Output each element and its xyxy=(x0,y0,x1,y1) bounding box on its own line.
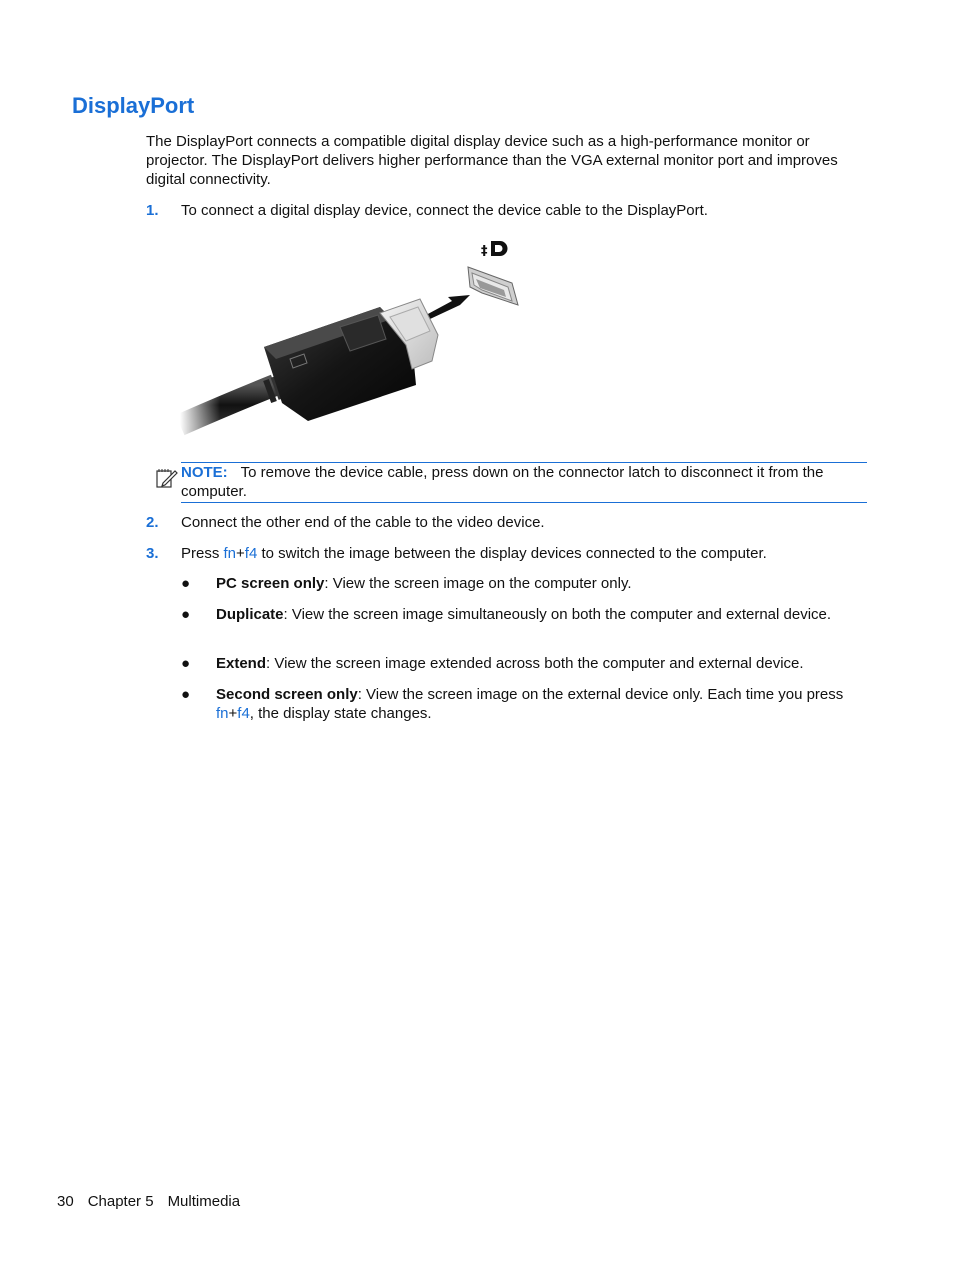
insert-arrow-icon xyxy=(426,295,470,319)
footer-section: Multimedia xyxy=(167,1193,241,1210)
step-3-prefix: Press xyxy=(181,545,224,562)
note-text-block xyxy=(181,463,861,501)
displayport-logo-icon xyxy=(481,241,508,259)
step-2-text: Connect the other end of the cable to the video device. xyxy=(181,514,545,531)
displayport-illustration xyxy=(180,235,530,460)
step-3-suffix: to switch the image between the display devices connected to the computer. xyxy=(257,545,767,562)
step-3-text xyxy=(181,544,871,563)
intro-paragraph: The DisplayPort connects a compatible digital display device such as a high-performance monitor or projector. The DisplayPort delivers higher performance than the VGA external monitor port and improves digital connectivity. xyxy=(146,133,838,188)
note-label: NOTE: xyxy=(181,464,228,481)
svg-text:‡: ‡ xyxy=(481,244,488,259)
page-number: 30 xyxy=(57,1193,74,1210)
bullet-desc: : View the screen image simultaneously on both the computer and external device. xyxy=(283,606,832,623)
note-body: To remove the device cable, press down on the connector latch to disconnect it from the computer. xyxy=(181,464,824,500)
bullet-desc: : View the screen image on the external device only. Each time you press xyxy=(357,686,844,703)
step-1-number: 1. xyxy=(146,202,159,219)
bullet-desc: : View the screen image extended across both the computer and external device. xyxy=(266,655,804,672)
step-1-text: To connect a digital display device, connect the device cable to the DisplayPort. xyxy=(181,202,708,219)
key-fn[interactable]: fn xyxy=(223,545,237,562)
bullet-second-screen-only xyxy=(216,685,856,723)
key-plus: + xyxy=(236,545,245,562)
key-f4[interactable]: f4 xyxy=(237,705,250,722)
bullet-marker: ● xyxy=(181,575,191,592)
note-rule-bottom xyxy=(181,502,867,503)
bullet-marker: ● xyxy=(181,655,191,672)
bullet-duplicate xyxy=(216,605,856,624)
key-plus: + xyxy=(228,705,238,722)
bullet-pc-screen-only xyxy=(216,574,856,593)
key-fn[interactable]: fn xyxy=(216,705,229,722)
page-footer xyxy=(57,1192,254,1211)
bullet-term: Second screen only xyxy=(216,686,358,703)
displayport-cable-figure xyxy=(180,235,530,460)
bullet-desc: : View the screen image on the computer only. xyxy=(324,575,632,592)
footer-chapter: Chapter 5 xyxy=(87,1193,154,1210)
step-2-number: 2. xyxy=(146,514,159,531)
bullet-term: Duplicate xyxy=(216,606,284,623)
bullet-extend xyxy=(216,654,876,673)
page-title: DisplayPort xyxy=(72,93,195,118)
bullet-marker: ● xyxy=(181,606,191,623)
step-3-number: 3. xyxy=(146,545,159,562)
note-pencil-icon xyxy=(155,466,179,490)
bullet-tail: , the display state changes. xyxy=(249,705,432,722)
bullet-marker: ● xyxy=(181,686,191,703)
port-receptacle xyxy=(468,267,518,305)
bullet-term: PC screen only xyxy=(216,575,325,592)
key-f4[interactable]: f4 xyxy=(244,545,258,562)
bullet-term: Extend xyxy=(216,655,267,672)
